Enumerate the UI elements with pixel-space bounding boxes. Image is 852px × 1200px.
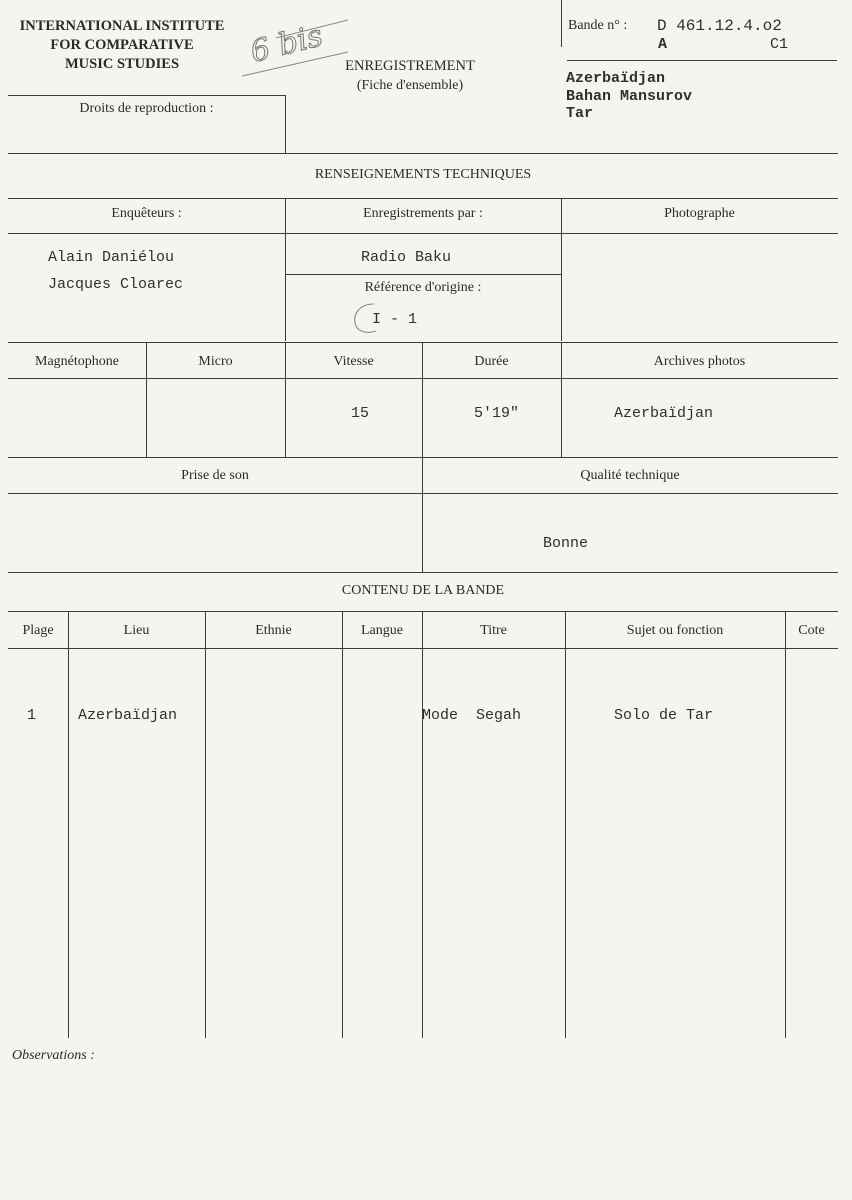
column-header: Ethnie xyxy=(255,623,292,638)
divider xyxy=(8,648,838,649)
reference-label: Référence d'origine : xyxy=(364,280,482,295)
bande-code: C1 xyxy=(770,36,789,53)
photographe-label: Photographe xyxy=(664,206,735,221)
artist-value: Bahan Mansurov xyxy=(566,88,693,105)
enregistrements-value: Radio Baku xyxy=(361,249,452,266)
lieu-cell: Azerbaïdjan xyxy=(78,707,178,724)
archives-value: Azerbaïdjan xyxy=(614,405,714,422)
form-subtitle: (Fiche d'ensemble) xyxy=(356,78,464,93)
divider xyxy=(8,198,838,199)
sujet-cell: Solo de Tar xyxy=(614,707,714,724)
column-header: Cote xyxy=(798,623,825,638)
enqueteurs-label: Enquêteurs : xyxy=(111,206,182,221)
contents-section-title: CONTENU DE LA BANDE xyxy=(341,583,505,598)
divider xyxy=(8,611,838,612)
institute-line: MUSIC STUDIES xyxy=(64,56,180,72)
qualite-value: Bonne xyxy=(543,535,589,552)
enregistrements-label: Enregistrements par : xyxy=(363,206,483,221)
column-header: Sujet ou fonction xyxy=(626,623,724,638)
titre-cell: Mode Segah xyxy=(422,707,522,724)
institute-name xyxy=(8,17,236,74)
divider xyxy=(565,611,566,1038)
divider xyxy=(68,611,69,1038)
divider xyxy=(342,611,343,1038)
institute-line: FOR COMPARATIVE xyxy=(50,37,194,53)
bande-underline xyxy=(567,60,837,61)
archives-label: Archives photos xyxy=(653,354,746,369)
handwritten-text: 6 bis xyxy=(246,18,327,70)
divider xyxy=(561,0,562,47)
plage-cell: 1 xyxy=(27,707,37,724)
divider xyxy=(285,274,561,275)
divider xyxy=(285,95,286,153)
enqueteur-name: Alain Daniélou xyxy=(48,249,175,266)
observations-label: Observations : xyxy=(12,1048,95,1063)
column-header: Plage xyxy=(22,623,54,638)
magnetophone-label: Magnétophone xyxy=(35,354,119,369)
reference-value: I - 1 xyxy=(372,311,418,328)
droits-label: Droits de reproduction : xyxy=(79,101,214,116)
divider xyxy=(8,153,838,154)
divider xyxy=(8,572,838,573)
divider xyxy=(8,378,838,379)
divider xyxy=(8,342,838,343)
prise-label: Prise de son xyxy=(181,468,249,483)
bande-side: A xyxy=(658,36,668,53)
region-value: Azerbaïdjan xyxy=(566,70,666,87)
micro-label: Micro xyxy=(198,354,233,369)
qualite-label: Qualité technique xyxy=(580,468,680,483)
duree-value: 5'19" xyxy=(474,405,520,422)
divider xyxy=(8,95,285,96)
divider xyxy=(422,611,423,1038)
column-header: Lieu xyxy=(123,623,150,638)
column-header: Titre xyxy=(480,623,507,638)
enqueteur-name: Jacques Cloarec xyxy=(48,276,184,293)
divider xyxy=(205,611,206,1038)
technical-section-title: RENSEIGNEMENTS TECHNIQUES xyxy=(314,167,532,182)
divider xyxy=(785,611,786,1038)
institute-line: INTERNATIONAL INSTITUTE xyxy=(19,18,225,34)
column-header: Langue xyxy=(361,623,403,638)
divider xyxy=(8,457,838,458)
duree-label: Durée xyxy=(474,354,509,369)
vitesse-label: Vitesse xyxy=(333,354,374,369)
form-title: ENREGISTREMENT xyxy=(345,58,475,74)
divider xyxy=(8,493,838,494)
vitesse-value: 15 xyxy=(351,405,370,422)
instrument-value: Tar xyxy=(566,105,594,122)
divider xyxy=(8,233,838,234)
bande-label: Bande n° : xyxy=(568,18,628,33)
bande-number: D 461.12.4.o2 xyxy=(657,17,782,35)
